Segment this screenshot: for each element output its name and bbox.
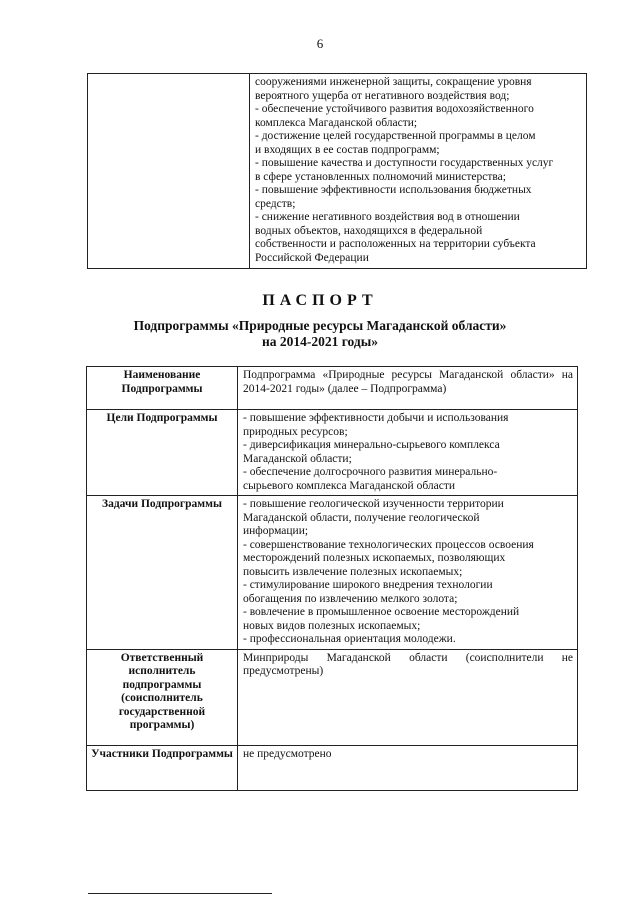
text-line: - профессиональная ориентация молодежи. — [243, 633, 456, 645]
text-line: - повышение эффективности использования бюджетных — [255, 184, 532, 196]
text-line: - повышение качества и доступности государственных услуг — [255, 157, 554, 169]
label-responsible: Ответственный исполнитель подпрограммы (соисполнитель государственной программы) — [87, 649, 238, 745]
label-participants: Участники Подпрограммы — [87, 745, 238, 790]
text-line: - повышение эффективности добычи и использования — [243, 412, 509, 424]
text-line: - стимулирование широкого внедрения технологии — [243, 579, 493, 591]
text-line: в сфере установленных полномочий министерства; — [255, 170, 506, 183]
text-line: месторождений полезных ископаемых, позволяющих — [243, 552, 506, 564]
value-participants: не предусмотрено — [238, 745, 578, 790]
text-line: средств; — [255, 197, 296, 210]
value-goals — [238, 410, 578, 496]
text-line: сооружениями инженерной защиты, сокращение уровня — [255, 76, 532, 88]
passport-title: ПАСПОРТ — [262, 292, 378, 309]
value-name: Подпрограмма «Природные ресурсы Магаданской области» на 2014-2021 годы» (далее – Подпрограмма) — [238, 367, 578, 410]
text-line: - обеспечение устойчивого развития водохозяйственного — [255, 103, 534, 115]
text-line: водных объектов, находящихся в федеральной — [255, 224, 483, 237]
subprogram-title-line2: на 2014-2021 годы» — [261, 334, 379, 349]
text-line: информации; — [243, 525, 309, 537]
text-line: - снижение негативного воздействия вод в отношении — [255, 211, 520, 223]
text-line: - обеспечение долгосрочного развития минерально- — [243, 466, 498, 478]
subprogram-title-line1: Подпрограммы «Природные ресурсы Магаданской области» — [133, 318, 507, 333]
row-responsible — [87, 649, 578, 745]
text-line: обогащения по извлечению мелкого золота; — [243, 592, 458, 605]
text-line: - достижение целей государственной программы в целом — [255, 130, 536, 142]
text-line: и входящих в ее состав подпрограмм; — [255, 143, 440, 156]
text-line: повысить извлечение полезных ископаемых; — [243, 565, 463, 578]
text-line: собственности и расположенных на территории субъекта — [255, 238, 536, 250]
continuation-row — [88, 74, 587, 269]
text-line: сырьевого комплекса Магаданской области — [243, 479, 456, 492]
text-line: - совершенствование технологических процессов освоения — [243, 538, 534, 551]
text-line: - диверсификация минерально-сырьевого комплекса — [243, 439, 500, 451]
text-line: Российской Федерации — [255, 251, 369, 264]
text-line: новых видов полезных ископаемых; — [243, 619, 421, 632]
continuation-text-cell — [250, 74, 587, 269]
footnote-divider — [88, 893, 272, 894]
continuation-table — [87, 73, 587, 269]
label-goals: Цели Подпрограммы — [87, 410, 238, 496]
row-tasks — [87, 496, 578, 650]
text-line: природных ресурсов; — [243, 425, 348, 438]
text-line: вероятного ущерба от негативного воздействия вод; — [255, 89, 510, 102]
text-line: Магаданской области; — [243, 452, 352, 465]
page-number: 6 — [316, 36, 324, 51]
passport-table — [86, 366, 578, 791]
label-tasks: Задачи Подпрограммы — [87, 496, 238, 650]
subprogram-title — [0, 318, 640, 350]
text-line: - повышение геологической изученности территории — [243, 498, 504, 510]
row-name — [87, 367, 578, 410]
text-line: - вовлечение в промышленное освоение месторождений — [243, 606, 520, 618]
value-tasks — [238, 496, 578, 650]
text-line: Магаданской области, получение геологической — [243, 511, 480, 524]
text-line: комплекса Магаданской области; — [255, 116, 418, 129]
continuation-empty-cell — [88, 74, 250, 269]
row-goals — [87, 410, 578, 496]
label-name: Наименование Подпрограммы — [87, 367, 238, 410]
row-participants — [87, 745, 578, 790]
value-responsible: Минприроды Магаданской области (соисполнители не предусмотрены) — [238, 649, 578, 745]
